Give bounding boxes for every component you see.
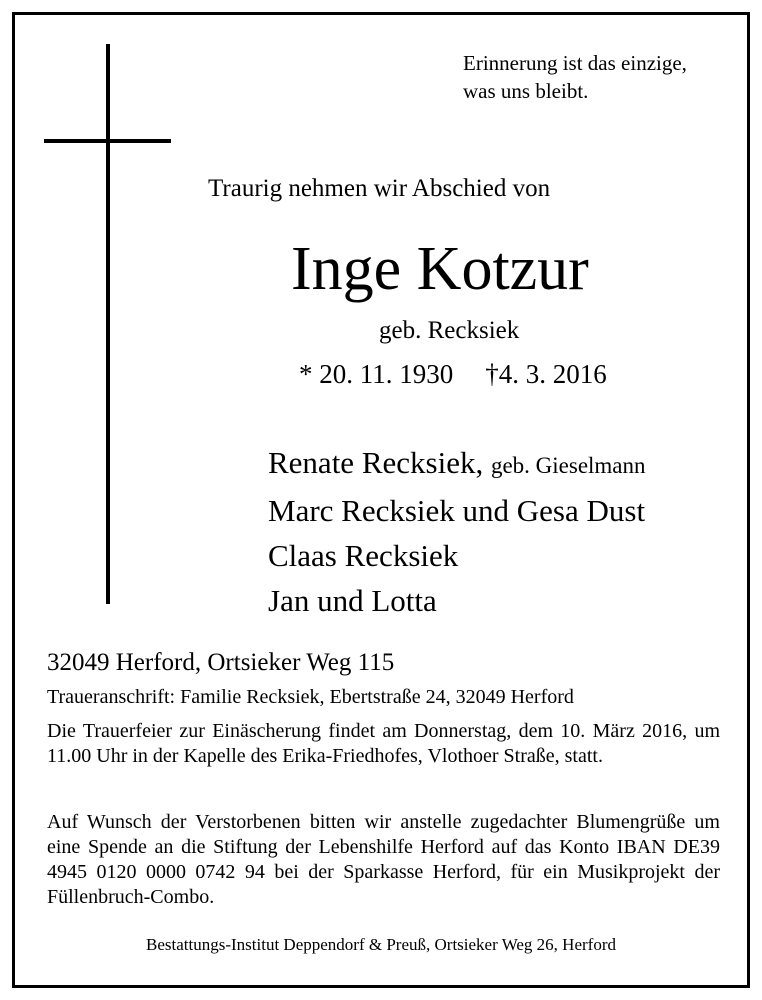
deceased-name: Inge Kotzur [291,235,589,303]
birth-date: * 20. 11. 1930 [299,359,454,389]
life-dates [299,359,607,390]
family-member: Claas Recksiek [268,538,459,573]
death-date-group [485,359,607,389]
home-address: 32049 Herford, Ortsieker Weg 115 [47,649,395,676]
donation-paragraph: Auf Wunsch der Verstorbenen bitten wir anstelle zugedachter Blumengrüße um eine Spende an die Stiftung der Lebenshilfe Herford auf das Konto IBAN DE39 4945 0120 0000 0742 94 bei der Sparkasse Herford, für ein Musikprojekt der Füllenbruch-Combo. [47,811,720,908]
maiden-name: geb. Recksiek [379,317,520,344]
family-member: Marc Recksiek und Gesa Dust [268,493,646,528]
obituary-notice [12,12,750,988]
memorial-quote [463,49,687,105]
intro-text: Traurig nehmen wir Abschied von [208,175,551,202]
quote-line-1: Erinnerung ist das einzige, [463,51,687,75]
family-member [268,440,646,488]
family-list [268,440,646,623]
cross-icon-horizontal [44,139,171,143]
cross-icon-vertical [106,44,110,604]
funeral-home-footer: Bestattungs-Institut Deppendorf & Preuß, Ortsieker Weg 26, Herford [146,935,616,954]
family-member-note: geb. Gieselmann [490,453,646,478]
family-member-name: Renate Recksiek, [268,445,484,480]
mourning-address: Traueranschrift: Familie Recksiek, Ebertstraße 24, 32049 Herford [47,686,574,708]
quote-line-2: was uns bleibt. [463,79,589,103]
ceremony-paragraph: Die Trauerfeier zur Einäscherung findet am Donnerstag, dem 10. März 2016, um 11.00 Uhr in der Kapelle des Erika-Friedhofes, Vlothoer Straße, statt. [47,720,720,767]
dagger-icon: † [485,359,499,389]
death-date: 4. 3. 2016 [498,359,607,389]
family-member: Jan und Lotta [268,583,437,618]
